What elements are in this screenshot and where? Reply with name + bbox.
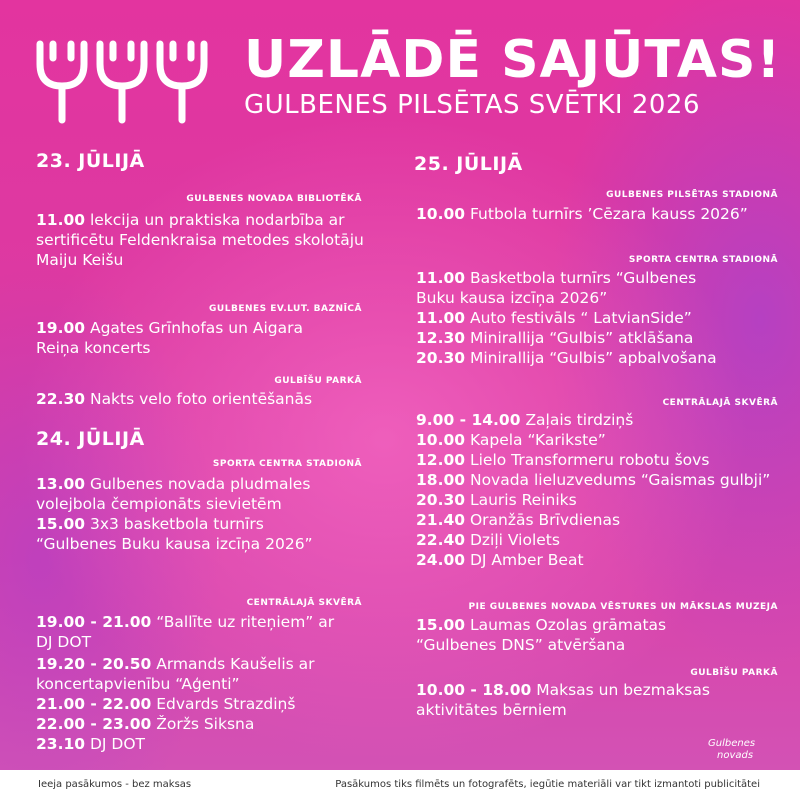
venue-label: GULBENES EV.LUT. BAZNĪCĀ	[209, 304, 362, 314]
event-time: 19.00	[36, 319, 86, 337]
event-time: 11.00	[36, 211, 86, 229]
event-time: 12.30	[416, 329, 466, 347]
venue-label: CENTRĀLAJĀ SKVĒRĀ	[662, 398, 778, 408]
event-text: Maksas un bezmaksas aktivitātes bērniem	[416, 681, 710, 719]
poster-subtitle: GULBENES PILSĒTAS SVĒTKI 2026	[244, 90, 701, 120]
event-item	[36, 210, 366, 270]
event-time: 19.20 - 20.50	[36, 655, 152, 673]
event-text: Futbola turnīrs ’Cēzara kauss 2026”	[469, 205, 748, 223]
event-time: 22.00 - 23.00	[36, 715, 152, 733]
poster-title: UZLĀDĒ SAJŪTAS!	[244, 30, 782, 90]
event-time: 11.00	[416, 269, 466, 287]
event-text: Novada lieluzvedums “Gaismas gulbji”	[469, 471, 771, 489]
event-text: Gulbenes novada pludmales volejbola čempionāts sievietēm	[36, 475, 311, 513]
event-item	[416, 308, 786, 328]
event-item	[36, 474, 336, 514]
event-time: 10.00	[416, 431, 466, 449]
event-item	[416, 348, 786, 368]
event-text: Armands Kaušelis ar koncertapvienību “Aģenti”	[36, 655, 315, 693]
event-text: DJ Amber Beat	[469, 551, 584, 569]
venue-label: SPORTA CENTRA STADIONĀ	[628, 255, 778, 265]
event-text: Auto festivāls “ LatvianSide”	[469, 309, 692, 327]
venue-label: GULBĪŠU PARKĀ	[274, 376, 362, 386]
event-text: DJ DOT	[89, 735, 146, 753]
event-text: Žoržs Siksna	[156, 715, 255, 733]
event-text: Basketbola turnīrs “Gulbenes Buku kausa izcīņa 2026”	[416, 269, 697, 307]
event-text: lekcija un praktiska nodarbība ar sertificētu Feldenkraisa metodes skolotāju Maiju Keišu	[36, 211, 364, 269]
event-text: Kapela “Karikste”	[469, 431, 606, 449]
event-time: 10.00	[416, 205, 466, 223]
footer-entry-note: Ieeja pasākumos - bez maksas	[38, 779, 192, 790]
venue-label: PIE GULBENES NOVADA VĒSTURES UN MĀKSLAS MUZEJA	[468, 602, 778, 612]
event-item	[36, 734, 376, 754]
event-item	[36, 612, 336, 652]
brand-line-1: Gulbenes	[708, 738, 756, 749]
event-item	[36, 389, 376, 409]
three-swan-heads-icon	[34, 38, 216, 124]
venue-label: GULBENES NOVADA BIBLIOTĒKĀ	[186, 194, 362, 204]
brand-line-2: novads	[717, 750, 754, 761]
event-time: 13.00	[36, 475, 86, 493]
event-time: 12.00	[416, 451, 466, 469]
event-time: 24.00	[416, 551, 466, 569]
gulbenes-novads-logo	[704, 738, 760, 768]
event-time: 20.30	[416, 491, 466, 509]
event-item	[416, 490, 786, 510]
event-time: 10.00 - 18.00	[416, 681, 532, 699]
event-time: 20.30	[416, 349, 466, 367]
event-item	[416, 268, 716, 308]
event-item	[416, 430, 786, 450]
event-time: 15.00	[416, 616, 466, 634]
day-heading-25: 25. JŪLIJĀ	[414, 153, 523, 175]
event-time: 18.00	[416, 471, 466, 489]
event-time: 11.00	[416, 309, 466, 327]
event-item	[416, 450, 786, 470]
event-text: Oranžās Brīvdienas	[469, 511, 621, 529]
event-item	[416, 328, 786, 348]
event-time: 21.00 - 22.00	[36, 695, 152, 713]
event-item	[416, 470, 800, 490]
footer-filming-note: Pasākumos tiks filmēts un fotografēts, iegūtie materiāli var tikt izmantoti publicitātei	[335, 779, 760, 790]
event-item	[416, 530, 786, 550]
day-heading-24: 24. JŪLIJĀ	[36, 428, 145, 450]
venue-label: SPORTA CENTRA STADIONĀ	[212, 459, 362, 469]
venue-label: GULBENES PILSĒTAS STADIONĀ	[606, 190, 778, 200]
event-item	[416, 510, 786, 530]
event-item	[416, 550, 786, 570]
footer-bar	[0, 770, 800, 800]
event-text: 3x3 basketbola turnīrs “Gulbenes Buku kausa izcīņa 2026”	[36, 515, 313, 553]
event-text: Dziļi Violets	[469, 531, 560, 549]
event-item	[36, 654, 336, 694]
event-item	[36, 714, 376, 734]
event-time: 19.00 - 21.00	[36, 613, 152, 631]
event-text: Zaļais tirdziņš	[525, 411, 634, 429]
event-time: 22.30	[36, 390, 86, 408]
event-item	[416, 615, 716, 655]
event-item	[416, 680, 716, 720]
event-time: 23.10	[36, 735, 86, 753]
event-text: Laumas Ozolas grāmatas “Gulbenes DNS” atvēršana	[416, 616, 667, 654]
event-text: Lauris Reiniks	[469, 491, 577, 509]
event-text: Minirallija “Gulbis” atklāšana	[469, 329, 694, 347]
event-time: 15.00	[36, 515, 86, 533]
event-text: Lielo Transformeru robotu šovs	[469, 451, 710, 469]
event-text: Nakts velo foto orientēšanās	[89, 390, 313, 408]
day-heading-23: 23. JŪLIJĀ	[36, 150, 145, 172]
event-time: 21.40	[416, 511, 466, 529]
event-item	[36, 694, 376, 714]
venue-label: GULBĪŠU PARKĀ	[690, 668, 778, 678]
event-item	[36, 514, 346, 554]
event-item	[416, 204, 786, 224]
venue-label: CENTRĀLAJĀ SKVĒRĀ	[246, 598, 362, 608]
event-text: Agates Grīnhofas un Aigara Reiņa koncerts	[36, 319, 303, 357]
event-item	[416, 410, 786, 430]
event-item	[36, 318, 336, 358]
event-time: 22.40	[416, 531, 466, 549]
event-text: “Ballīte uz riteņiem” ar DJ DOT	[36, 613, 335, 651]
event-time: 9.00 - 14.00	[416, 411, 521, 429]
event-text: Edvards Strazdiņš	[156, 695, 296, 713]
event-text: Minirallija “Gulbis” apbalvošana	[469, 349, 717, 367]
